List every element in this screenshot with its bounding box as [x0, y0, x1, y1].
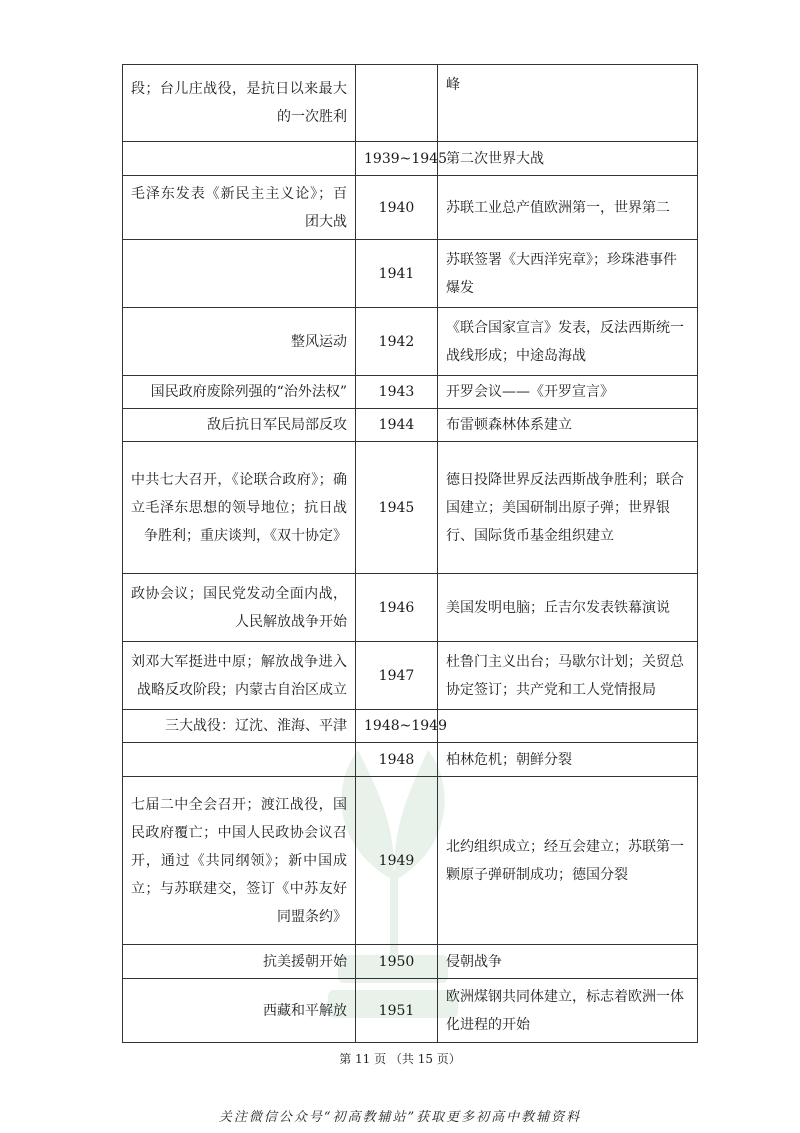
table-row — [123, 777, 698, 945]
year-cell: 1947 — [356, 642, 438, 710]
year-cell: 1945 — [356, 442, 438, 574]
year-cell: 1946 — [356, 574, 438, 642]
year-cell: 1948 — [356, 743, 438, 777]
world-event-cell: 欧洲煤钢共同体建立，标志着欧洲一体化进程的开始 — [438, 979, 698, 1043]
table-row — [123, 142, 698, 176]
china-event-cell: 三大战役：辽沈、淮海、平津 — [123, 710, 356, 743]
world-event-cell: 杜鲁门主义出台；马歇尔计划；关贸总协定签订；共产党和工人党情报局 — [438, 642, 698, 710]
world-event-cell: 美国发明电脑；丘吉尔发表铁幕演说 — [438, 574, 698, 642]
year-cell: 1941 — [356, 240, 438, 308]
table-row — [123, 65, 698, 142]
china-event-cell: 敌后抗日军民局部反攻 — [123, 409, 356, 442]
world-event-cell: 柏林危机；朝鲜分裂 — [438, 743, 698, 777]
world-event-cell — [438, 710, 698, 743]
table-row — [123, 308, 698, 376]
china-event-cell: 政协会议；国民党发动全面内战，人民解放战争开始 — [123, 574, 356, 642]
table-row — [123, 710, 698, 743]
table-row — [123, 176, 698, 240]
table-row — [123, 743, 698, 777]
table-row — [123, 945, 698, 979]
china-event-cell: 段；台儿庄战役，是抗日以来最大的一次胜利 — [123, 65, 356, 142]
world-event-cell: 《联合国家宣言》发表，反法西斯统一战线形成；中途岛海战 — [438, 308, 698, 376]
year-cell: 1939~1945 — [356, 142, 438, 176]
china-event-cell — [123, 743, 356, 777]
world-event-cell: 峰 — [438, 65, 698, 142]
china-event-cell: 整风运动 — [123, 308, 356, 376]
world-event-cell: 苏联工业总产值欧洲第一，世界第二 — [438, 176, 698, 240]
world-event-cell: 布雷顿森林体系建立 — [438, 409, 698, 442]
table-row — [123, 442, 698, 574]
year-cell: 1940 — [356, 176, 438, 240]
year-cell: 1950 — [356, 945, 438, 979]
table-row — [123, 979, 698, 1043]
china-event-cell: 毛泽东发表《新民主主义论》；百团大战 — [123, 176, 356, 240]
year-cell: 1948~1949 — [356, 710, 438, 743]
china-event-cell — [123, 142, 356, 176]
year-cell — [356, 65, 438, 142]
china-event-cell: 刘邓大军挺进中原；解放战争进入战略反攻阶段；内蒙古自治区成立 — [123, 642, 356, 710]
table-row — [123, 574, 698, 642]
table-row — [123, 642, 698, 710]
world-event-cell: 苏联签署《大西洋宪章》；珍珠港事件爆发 — [438, 240, 698, 308]
china-event-cell: 中共七大召开，《论联合政府》；确立毛泽东思想的领导地位；抗日战争胜利；重庆谈判，《双十协定》 — [123, 442, 356, 574]
world-event-cell: 北约组织成立；经互会建立；苏联第一颗原子弹研制成功；德国分裂 — [438, 777, 698, 945]
china-event-cell — [123, 240, 356, 308]
china-event-cell: 七届二中全会召开；渡江战役，国民政府覆亡；中国人民政协会议召开，通过《共同纲领》；新中国成立；与苏联建交，签订《中苏友好同盟条约》 — [123, 777, 356, 945]
year-cell: 1951 — [356, 979, 438, 1043]
year-cell: 1949 — [356, 777, 438, 945]
table-row — [123, 240, 698, 308]
world-event-cell: 第二次世界大战 — [438, 142, 698, 176]
china-event-cell: 西藏和平解放 — [123, 979, 356, 1043]
world-event-cell: 侵朝战争 — [438, 945, 698, 979]
page-number: 第 11 页 （共 15 页） — [339, 1052, 461, 1066]
world-event-cell: 德日投降世界反法西斯战争胜利；联合国建立；美国研制出原子弹；世界银行、国际货币基金组织建立 — [438, 442, 698, 574]
year-cell: 1944 — [356, 409, 438, 442]
footer-note: 关注微信公众号“初高教辅站”获取更多初高中教辅资料 — [218, 1110, 582, 1125]
table-row — [123, 376, 698, 409]
world-event-cell: 开罗会议——《开罗宣言》 — [438, 376, 698, 409]
china-event-cell: 抗美援朝开始 — [123, 945, 356, 979]
table-row — [123, 409, 698, 442]
history-timeline-table — [122, 64, 698, 1043]
year-cell: 1943 — [356, 376, 438, 409]
year-cell: 1942 — [356, 308, 438, 376]
china-event-cell: 国民政府废除列强的“治外法权” — [123, 376, 356, 409]
